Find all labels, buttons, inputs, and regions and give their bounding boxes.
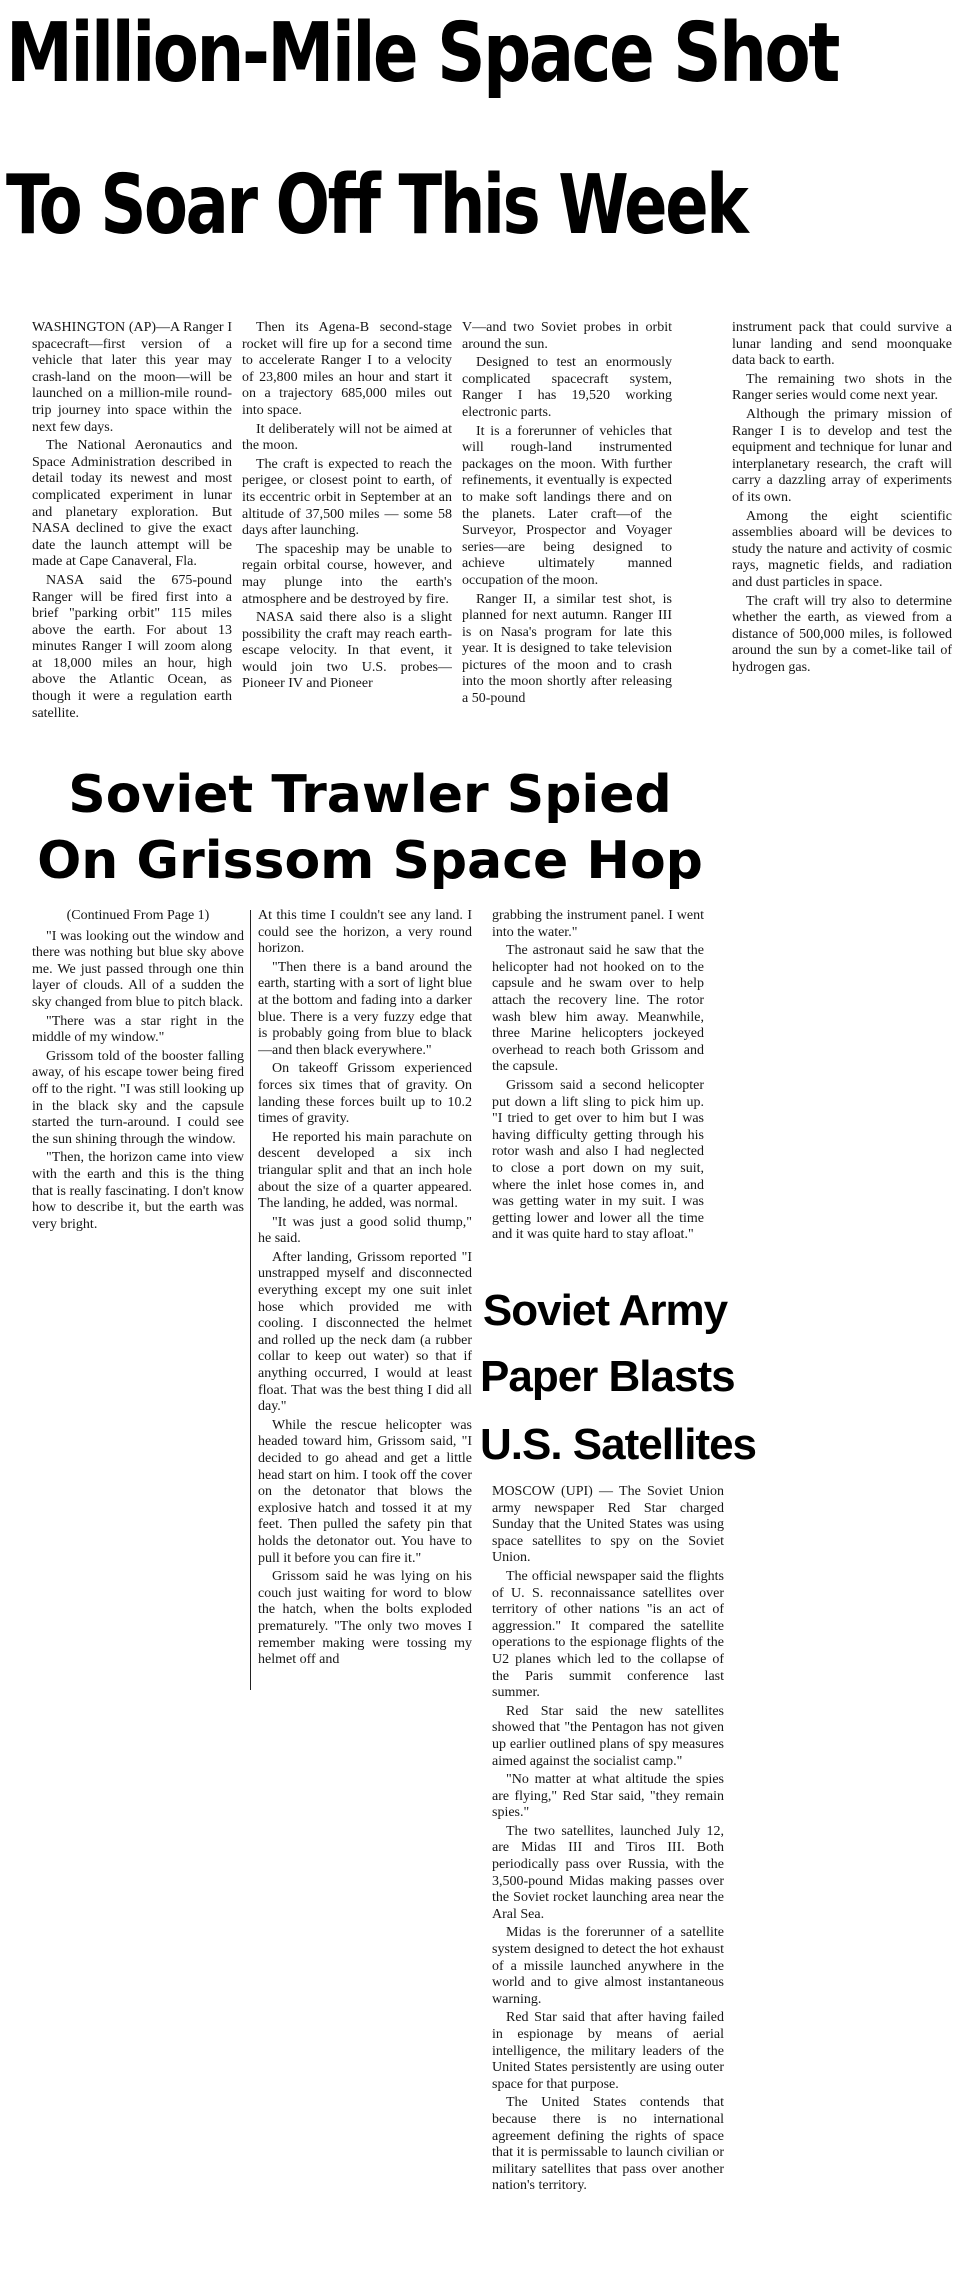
- story1-column-1: [32, 320, 232, 750]
- story1-column-3: [462, 320, 672, 750]
- story2-paragraph: Grissom told of the booster falling away, of his escape tower being fired off to the right. "I was still looking up in the black sky and the capsule started the turn-around. I could see the sun shining through the window.: [32, 1048, 244, 1147]
- story2-paragraph: He reported his main parachute on descent developed a six inch triangular split and that an inch hole about the size of a quarter appeared. The landing, he added, was normal.: [258, 1129, 472, 1212]
- story2-paragraph: The astronaut said he saw that the helicopter had not hooked on to the capsule and he swam over to help attach the recovery line. The rotor wash blew him away. Meanwhile, three Marine helicopters jockeyed overhead to reach both Grissom and the capsule.: [492, 943, 704, 1075]
- story1-paragraph: Designed to test an enormously complicated spacecraft system, Ranger I has 19,520 working electronic parts.: [462, 355, 672, 420]
- story1-headline-line1: Million-Mile Space Shot: [6, 6, 838, 101]
- story1-paragraph: Although the primary mission of Ranger I is to develop and test the equipment and technique for lunar and interplanetary research, the craft will carry a dazzling array of experiments of its own.: [732, 406, 952, 505]
- continued-from-label: (Continued From Page 1): [66, 908, 210, 923]
- story3-headline-line3: U.S. Satellites: [480, 1420, 757, 1469]
- story1-paragraph: It is a forerunner of vehicles that will rough-land instrumented packages on the moon. With further refinements, it eventually is expected to make soft landings there and on the planets. Later craft—of the Surveyor, Prospector and Voyager series—are being designed to achieve ultimately manned occupation of the moon.: [462, 423, 672, 588]
- story1-paragraph: V—and two Soviet probes in orbit around the sun.: [462, 320, 672, 352]
- story3-headline-line2: Paper Blasts: [480, 1352, 735, 1401]
- story3-paragraph: Red Star said that after having failed in espionage by means of aerial intelligence, the military leaders of the United States persistently are using outer space for that purpose.: [492, 2010, 724, 2092]
- story2-paragraph: Grissom said a second helicopter put down a lift sling to pick him up. "I tried to get over to him but I was having difficulty getting through his rotor wash and also I had neglected to close a port down on my suit, where the inlet hose comes in, and was getting water in my suit. I was getting lower and lower all the time and it was quite hard to stay afloat.": [492, 1077, 704, 1243]
- story2-paragraph: At this time I couldn't see any land. I could see the horizon, a very round horizon.: [258, 908, 472, 957]
- story3-headline-line1: Soviet Army: [482, 1286, 728, 1335]
- story3-column: [492, 1484, 724, 2284]
- story1-paragraph: The remaining two shots in the Ranger series would come next year.: [732, 371, 952, 404]
- story2-paragraph: "There was a star right in the middle of my window.": [32, 1013, 244, 1046]
- story1-paragraph: WASHINGTON (AP)—A Ranger I spacecraft—first version of a vehicle that later this year may crash-land on the moon—will be launched on a million-mile round-trip journey into space within the next few days.: [32, 320, 232, 435]
- story3-paragraph: Midas is the forerunner of a satellite system designed to detect the hot exhaust of a missile launched anywhere in the world and to give almost instantaneous warning.: [492, 1925, 724, 2007]
- story3-paragraph: Red Star said the new satellites showed that "the Pentagon has not given up earlier outlined plans of spy measures aimed against the socialist camp.": [492, 1703, 724, 1769]
- story2-column-2: [258, 908, 472, 1708]
- story1-column-2: [242, 320, 452, 750]
- story1-paragraph: Among the eight scientific assemblies aboard will be devices to study the nature and activity of cosmic rays, magnetic fields, and radiation and dust particles in space.: [732, 508, 952, 590]
- story3-paragraph: The United States contends that because there is no international agreement defining the rights of space that it is permissable to launch civilian or military satellites that pass over another nation's territory.: [492, 2095, 724, 2194]
- story2-paragraph: grabbing the instrument panel. I went into the water.": [492, 908, 704, 940]
- story1-paragraph: instrument pack that could survive a lunar landing and send moonquake data back to earth.: [732, 320, 952, 369]
- story1-paragraph: The spaceship may be unable to regain orbital course, however, and may plunge into the earth's atmosphere and be destroyed by fire.: [242, 541, 452, 607]
- story3-paragraph: The official newspaper said the flights of U. S. reconnaissance satellites over territory of other nations "is an act of aggression." It compared the satellite operations to the espionage flights of the U2 planes which led to the collapse of the Paris summit conference last summer.: [492, 1568, 724, 1701]
- story2-paragraph: After landing, Grissom reported "I unstrapped myself and disconnected everything except my one suit inlet hose which provided me with cooling. I disconnected the helmet and rolled up the neck dam (a rubber collar to keep out water) so that if anything occurred, I would at least float. That was the best thing I did all day.": [258, 1249, 472, 1415]
- story3-paragraph: MOSCOW (UPI) — The Soviet Union army newspaper Red Star charged Sunday that the United States was using space satellites to spy on the Soviet Union.: [492, 1484, 724, 1566]
- story2-headline-line1: Soviet Trawler Spied: [68, 765, 672, 825]
- story2-column-1: [32, 908, 244, 1288]
- column-divider: [250, 910, 251, 1690]
- story2-paragraph: "Then, the horizon came into view with the earth and this is the thing that is really fascinating. I don't know how to describe it, but the earth was very bright.: [32, 1150, 244, 1232]
- story1-paragraph: The craft is expected to reach the perigee, or closest point to earth, of its eccentric orbit in September at an altitude of 37,500 miles — some 58 days after launching.: [242, 456, 452, 539]
- story1-column-4: [732, 320, 952, 750]
- story1-paragraph: The National Aeronautics and Space Administration described in detail today its newest and most complicated experiment in lunar and planetary exploration. But NASA declined to give the exact date the launch attempt will be made at Cape Canaveral, Fla.: [32, 438, 232, 570]
- story3-paragraph: The two satellites, launched July 12, are Midas III and Tiros III. Both periodically pass over Russia, with the 3,500-pound Midas making passes over the Soviet rocket launching area near the Aral Sea.: [492, 1823, 724, 1922]
- story1-paragraph: Then its Agena-B second-stage rocket will fire up for a second time to accelerate Ranger I to a velocity of 23,800 miles an hour and start it on a trajectory 685,000 miles out into space.: [242, 320, 452, 418]
- story1-paragraph: The craft will try also to determine whether the earth, as viewed from a distance of 500,000 miles, is followed around the sun by a comet-like tail of hydrogen gas.: [732, 593, 952, 675]
- story1-headline-line2: To Soar Off This Week: [6, 158, 747, 253]
- story1-paragraph: Ranger II, a similar test shot, is planned for next autumn. Ranger III is on Nasa's program for late this year. It is designed to take television pictures of the moon and to crash into the moon shortly after releasing a 50-pound: [462, 591, 672, 707]
- story1-paragraph: NASA said there also is a slight possibility the craft may reach earth-escape velocity. In that event, it would join two U.S. probes—Pioneer IV and Pioneer: [242, 610, 452, 692]
- story2-paragraph: "Then there is a band around the earth, starting with a sort of light blue at the bottom and fading into a darker blue. There is a very fuzzy edge that is probably going from blue to black—and then black everywhere.": [258, 959, 472, 1058]
- story2-paragraph: "It was just a good solid thump," he said.: [258, 1214, 472, 1247]
- story1-paragraph: It deliberately will not be aimed at the moon.: [242, 421, 452, 454]
- story2-headline-line2: On Grissom Space Hop: [37, 831, 703, 891]
- story2-paragraph: On takeoff Grissom experienced forces six times that of gravity. On landing these forces built up to 10.2 times of gravity.: [258, 1061, 472, 1127]
- story3-paragraph: "No matter at what altitude the spies are flying," Red Star said, "they remain spies.": [492, 1772, 724, 1821]
- story2-paragraph: Grissom said he was lying on his couch just waiting for word to blow the hatch, when the bolts exploded prematurely. "The only two moves I remember making were tossing my helmet off and: [258, 1569, 472, 1668]
- story2-paragraph: While the rescue helicopter was headed toward him, Grissom said, "I decided to go ahead and get a little head start on him. I took off the cover on the detonator that blows the explosive hatch and tossed it at my feet. Then pulled the safety pin that holds the detonator out. You have to pull it before you can fire it.": [258, 1417, 472, 1566]
- story1-paragraph: NASA said the 675-pound Ranger will be fired first into a brief "parking orbit" 115 miles above the earth. For about 13 minutes Ranger I will zoom along at 18,000 miles an hour, high above the Atlantic Ocean, as though it were a regulation earth satellite.: [32, 572, 232, 721]
- story2-paragraph: "I was looking out the window and there was nothing but blue sky above me. We just passed through one thin layer of clouds. All of a sudden the sky changed from blue to pitch black.: [32, 928, 244, 1010]
- story2-column-3: [492, 908, 704, 1248]
